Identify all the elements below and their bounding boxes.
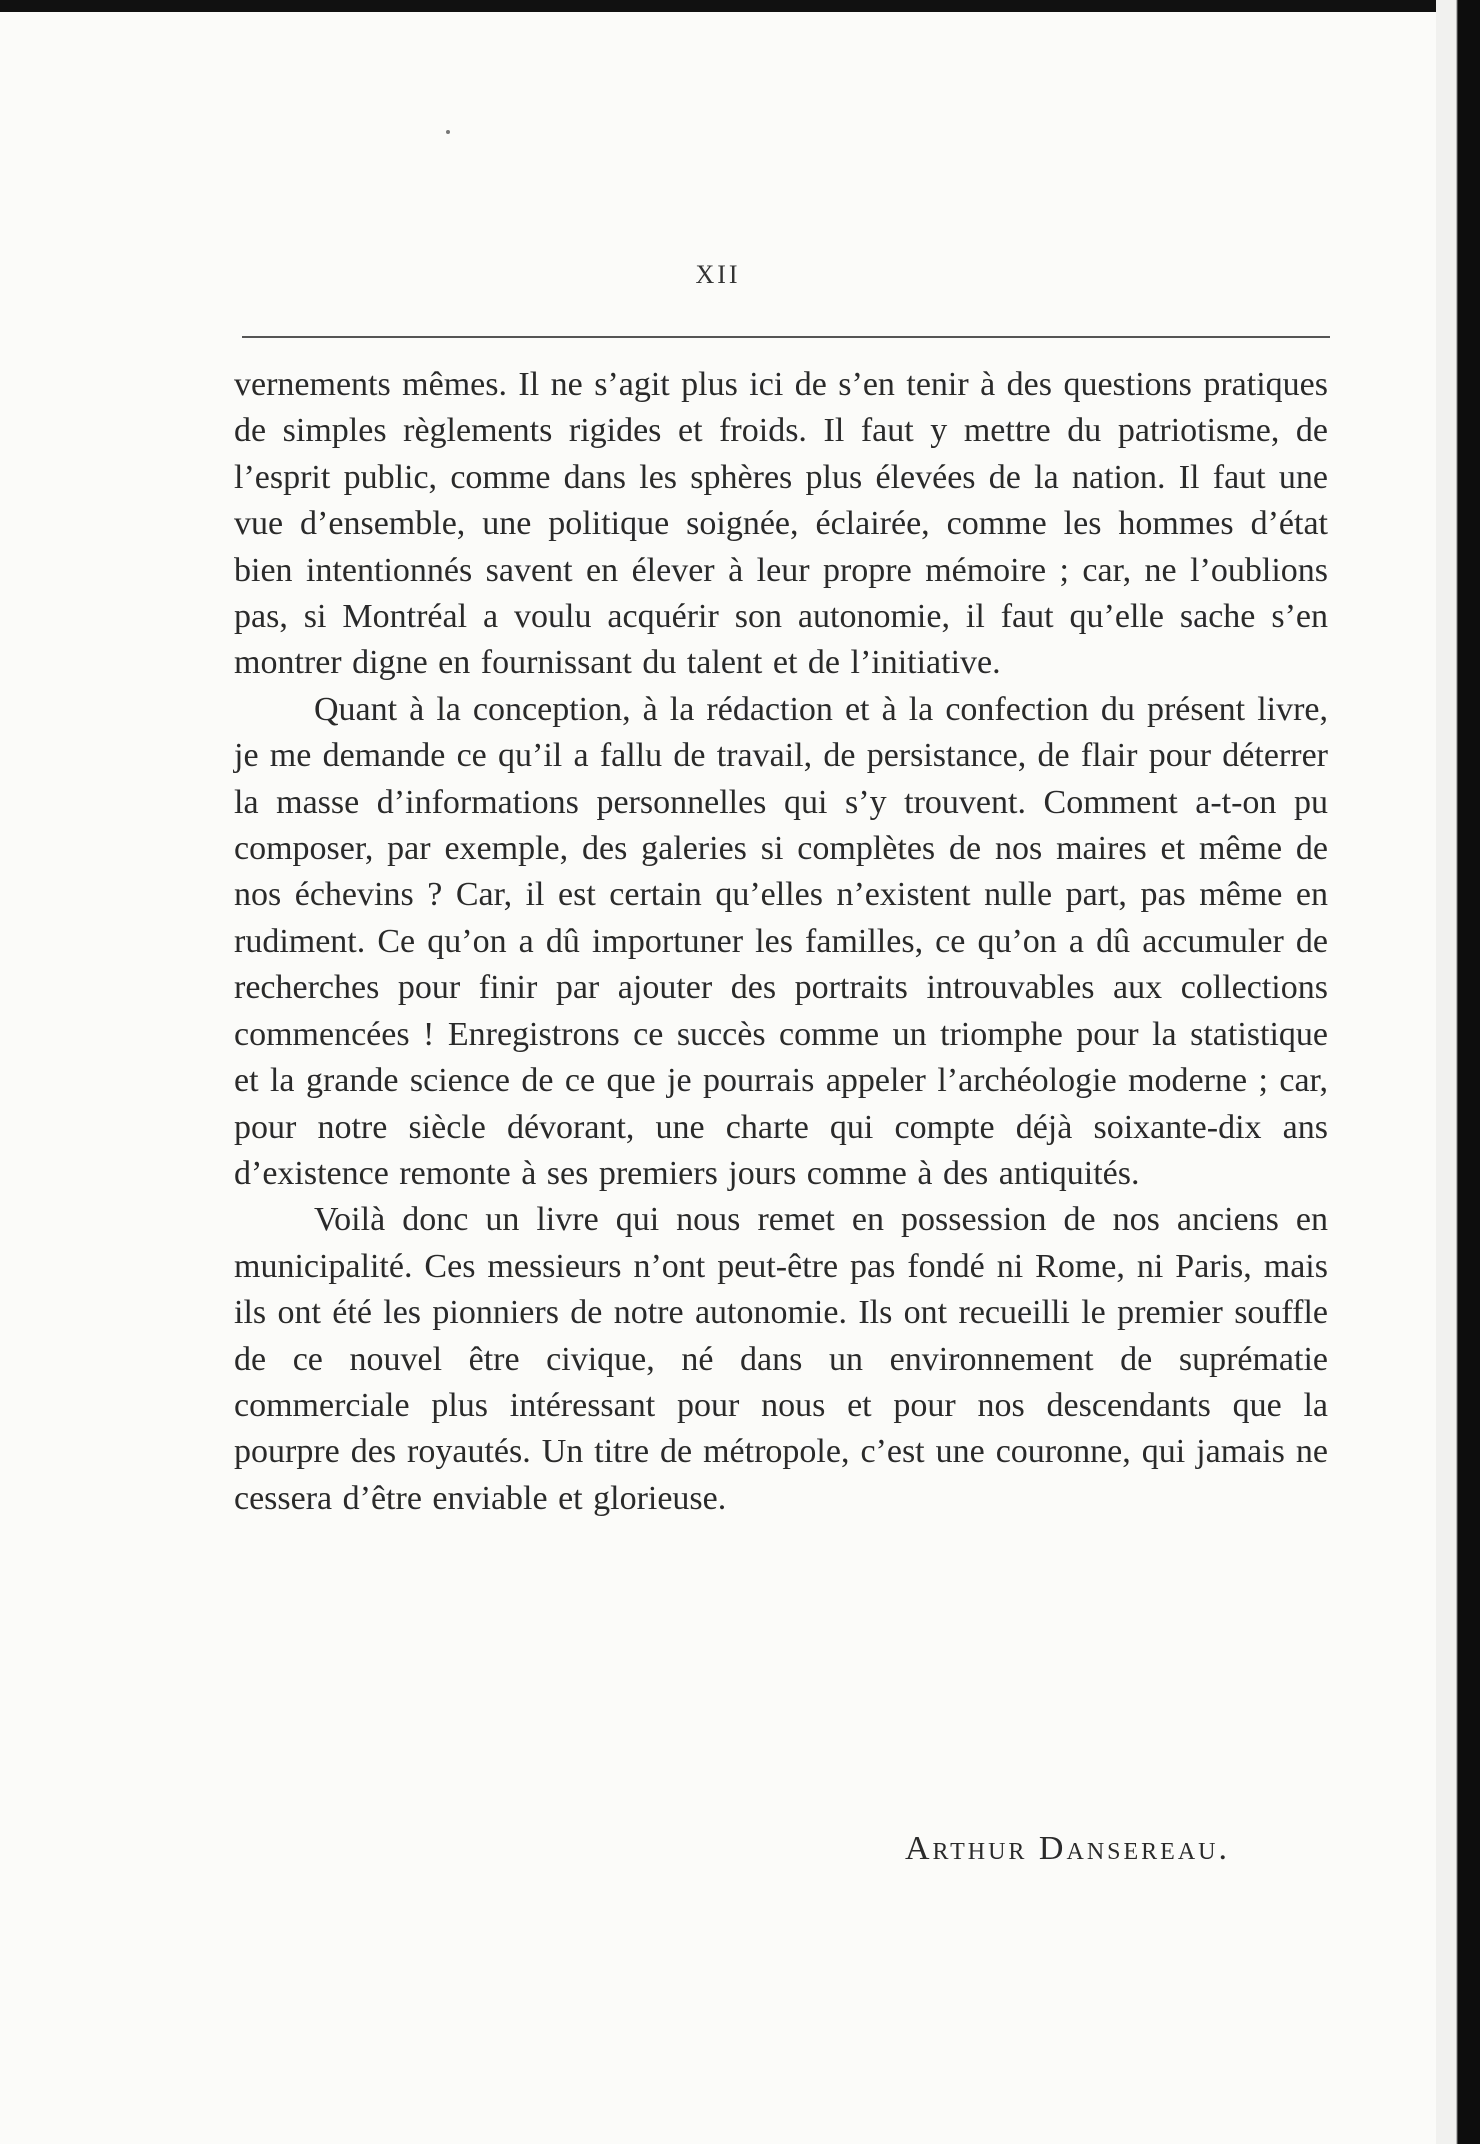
paper-speck xyxy=(446,130,450,134)
paragraph: Quant à la conception, à la rédaction et à la confection du présent livre, je me demande ce qu’il a fallu de travail, de persistance, de flair pour déterrer la masse d’informations personnelles qui s’y trouvent. Comment a-t-on pu composer, par exemple, des galeries si complètes de nos maires et même de nos échevins ? Car, il est certain qu’elles n’existent nulle part, pas même en rudiment. Ce qu’on a dû importuner les familles, ce qu’on a dû accumuler de recherches pour finir par ajouter des portraits introuvables aux collections commencées ! Enregistrons ce succès comme un triomphe pour la statistique et la grande science de ce que je pourrais appeler l’archéologie moderne ; car, pour notre siècle dévorant, une charte qui compte déjà soixante-dix ans d’existence remonte à ses premiers jours comme à des antiquités. xyxy=(234,690,1328,1192)
scan-top-border xyxy=(0,0,1480,12)
header-rule xyxy=(242,336,1330,338)
book-page xyxy=(0,12,1436,2144)
body-text xyxy=(234,362,1328,1522)
paragraph: vernements mêmes. Il ne s’agit plus ici de s’en tenir à des questions pratiques de simples règlements rigides et froids. Il faut y mettre du patriotisme, de l’esprit public, comme dans les sphères plus élevées de la nation. Il faut une vue d’ensemble, une politique soignée, éclairée, comme les hommes d’état bien intentionnés savent en élever à leur propre mémoire ; car, ne l’oublions pas, si Montréal a voulu acquérir son autonomie, il faut qu’elle sache s’en montrer digne en fournissant du talent et de l’initiative. xyxy=(234,366,1328,682)
page-number: XII xyxy=(695,260,741,289)
paragraph: Voilà donc un livre qui nous remet en possession de nos anciens en municipalité. Ces messieurs n’ont peut-être pas fondé ni Rome, ni Paris, mais ils ont été les pionniers de notre autonomie. Ils ont recueilli le premier souffle de ce nouvel être civique, né dans un environnement de suprématie commerciale plus intéressant pour nous et pour nos descendants que la pourpre des royautés. Un titre de métropole, c’est une couronne, qui jamais ne cessera d’être enviable et glorieuse. xyxy=(234,1201,1328,1517)
page-edge-shadow xyxy=(1436,0,1480,2144)
author-signature: Arthur Dansereau. xyxy=(904,1830,1230,1867)
